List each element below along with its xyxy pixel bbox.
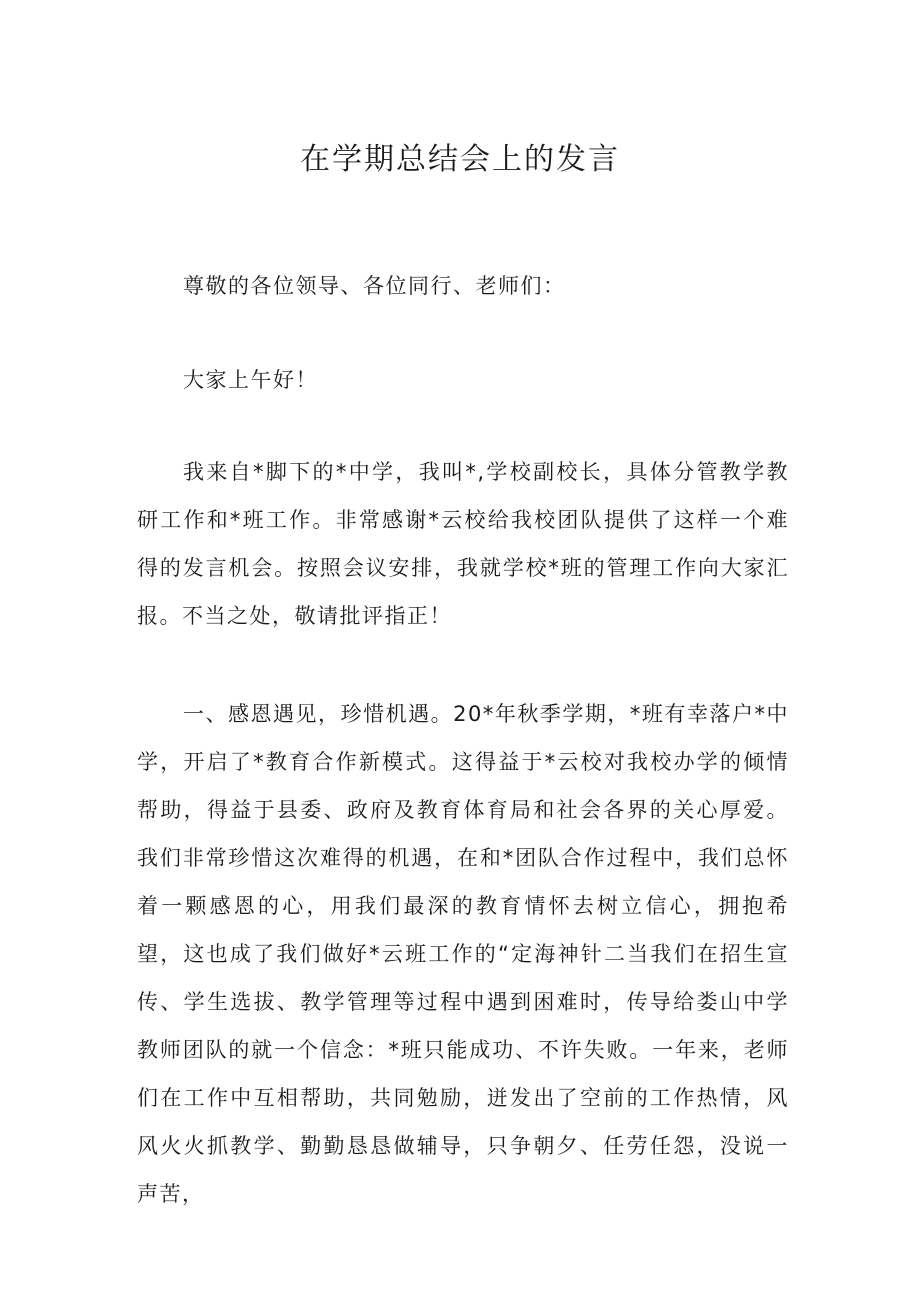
salutation-paragraph: 尊敬的各位领导、各位同行、老师们： — [183, 274, 566, 298]
section-one-paragraph: 一、感恩遇见，珍惜机遇。20*年秋季学期，*班有幸落户*中学，开启了*教育合作新模式。这得益于*云校对我校办学的倾情帮助，得益于县委、政府及教育体育局和社会各界的关心厚爱。我们非常珍惜这次难得的机遇，在和*团队合作过程中，我们总怀着一颗感恩的心，用我们最深的教育情怀去树立信心，拥抱希望，这也成了我们做好*云班工作的“定海神针二当我们在招生宣传、学生选拔、教学管理等过程中遇到困难时，传导给娄山中学教师团队的就一个信念：*班只能成功、不许失败。一年来，老师们在工作中互相帮助，共同勉励，迸发出了空前的工作热情，风风火火抓教学、勤勤恳恳做辅导，只争朝夕、任劳任怨，没说一声苦， — [137, 702, 789, 1206]
intro-paragraph: 我来自*脚下的*中学，我叫*,学校副校长，具体分管教学教研工作和*班工作。非常感谢*云校给我校团队提供了这样一个难得的发言机会。按照会议安排，我就学校*班的管理工作向大家汇报。不当之处，敬请批评指正！ — [137, 460, 789, 628]
document-title: 在学期总结会上的发言 — [300, 142, 620, 177]
greeting-paragraph: 大家上午好！ — [183, 368, 318, 392]
